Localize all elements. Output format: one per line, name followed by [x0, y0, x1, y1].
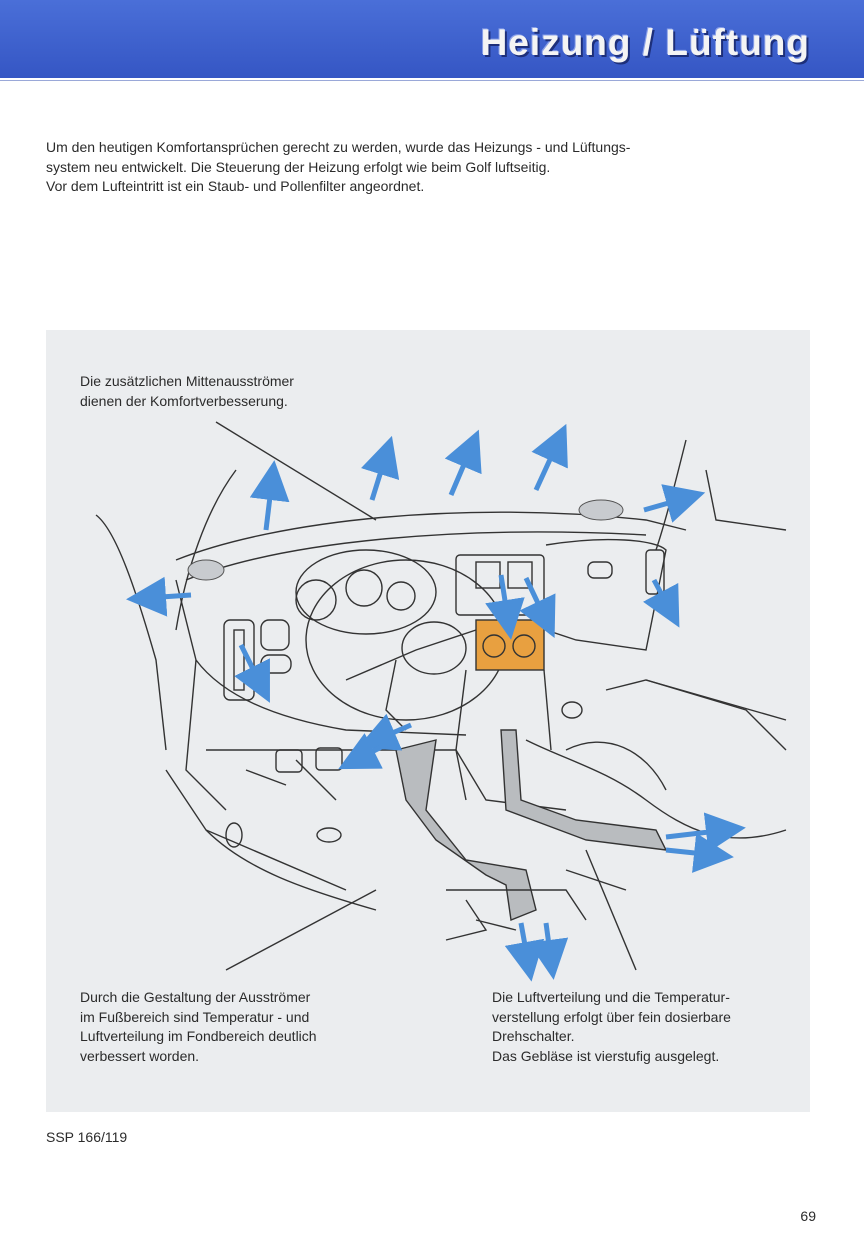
caption-footwell-vents: [80, 988, 400, 1066]
caption-line: verbessert worden.: [80, 1047, 200, 1064]
caption-line: Drehschalter.: [492, 1028, 575, 1044]
caption-centre-vents: [80, 372, 380, 411]
intro-line: Um den heutigen Komfortansprüchen gerecht zu werden, wurde das Heizungs - und Lüftungs-: [46, 139, 631, 155]
figure-reference: SSP 166/119: [46, 1129, 128, 1145]
header-divider: [0, 80, 864, 81]
caption-line: Die Luftverteilung und die Temperatur-: [492, 989, 730, 1005]
intro-text: [46, 138, 806, 197]
caption-line: im Fußbereich sind Temperatur - und: [80, 1008, 310, 1025]
caption-line: Durch die Gestaltung der Ausströmer: [80, 989, 311, 1005]
caption-line: Das Gebläse ist vierstufig ausgelegt.: [492, 1047, 720, 1064]
caption-rotary-controls: [492, 988, 792, 1066]
intro-line: system neu entwickelt. Die Steuerung der Heizung erfolgt wie beim Golf luftseitig.: [46, 158, 551, 175]
page-title: Heizung / Lüftung: [480, 22, 810, 63]
caption-line: Die zusätzlichen Mittenausströmer: [80, 373, 294, 389]
intro-line: Vor dem Lufteintritt ist ein Staub- und Pollenfilter angeordnet.: [46, 178, 425, 194]
caption-line: verstellung erfolgt über fein dosierbare: [492, 1008, 731, 1025]
caption-line: dienen der Komfortverbesserung.: [80, 392, 288, 409]
caption-line: Luftverteilung im Fondbereich deutlich: [80, 1028, 317, 1044]
dashboard-illustration: [46, 330, 810, 1112]
page-number: 69: [800, 1208, 816, 1224]
